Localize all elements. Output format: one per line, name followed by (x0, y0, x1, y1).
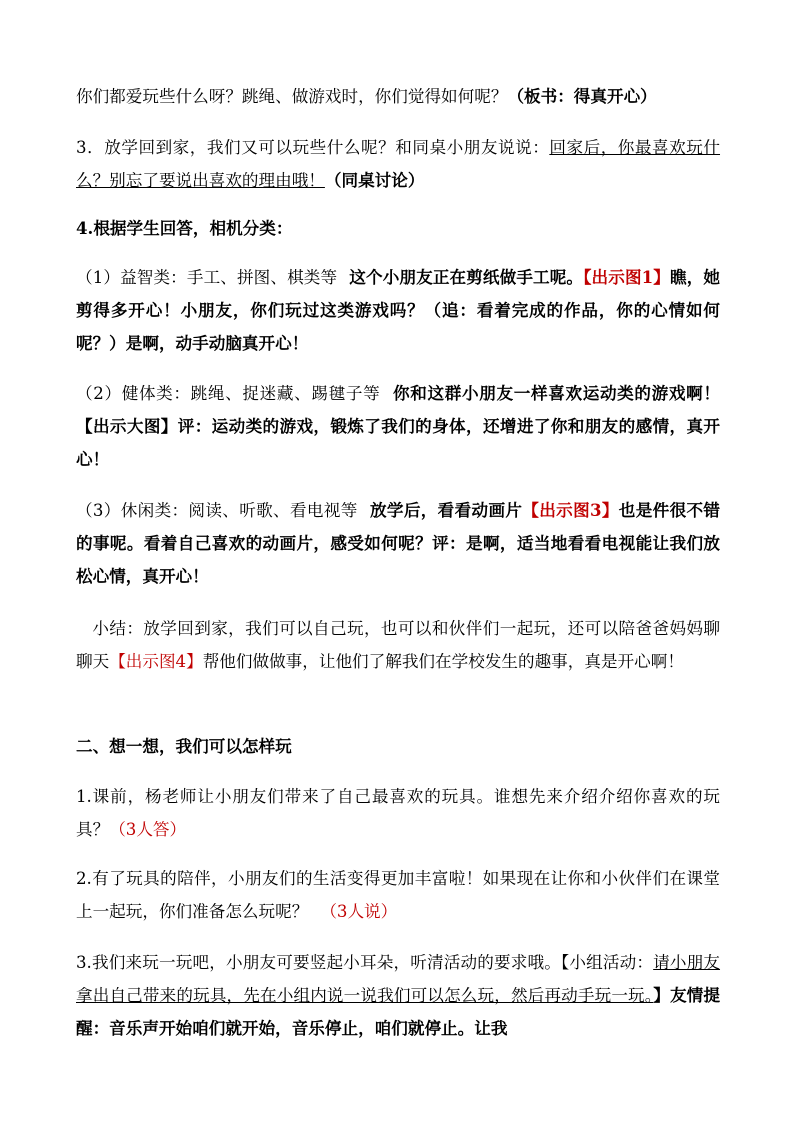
show-image-note: 【出示图4】 (109, 652, 203, 671)
paragraph-6 (76, 494, 720, 593)
text: 帮他们做做事，让他们了解我们在学校发生的趣事，真是开心啊！ (202, 652, 684, 671)
paragraph-4 (76, 261, 720, 360)
answer-note: （3人说） (320, 902, 398, 921)
category-label: （3）休闲类：阅读、听歌、看电视等 (76, 501, 358, 520)
show-image-note: 【出示图3】 (522, 500, 619, 520)
answer-note: （3人答） (109, 820, 187, 839)
text: 二、想一想，我们可以怎样玩 (76, 736, 292, 756)
underlined-activity: 请小朋友拿出自己带来的玩具，先在小组内说一说我们可以怎么玩，然后再动手玩一玩。 (76, 953, 721, 1005)
text: 3．放学回到家，我们又可以玩些什么呢？和同桌小朋友说说： (76, 138, 550, 157)
paragraph-7 (76, 612, 720, 678)
paragraph-2 (76, 131, 720, 197)
text: 小结：放学回到家，我们可以自己玩，也可以和伙伴们一起玩，还可以陪爸爸妈妈聊聊天 (76, 619, 720, 671)
paragraph-10 (76, 862, 720, 928)
paragraph-9 (76, 780, 720, 846)
text: 你和这群小朋友一样喜欢运动类的游戏啊！【出示大图】评：运动类的游戏，锻炼了我们的身体，还增进了你和朋友的感情，真开心！ (76, 383, 720, 469)
text: 这个小朋友正在剪纸做手工呢。 (349, 267, 584, 287)
text: 4.根据学生回答，相机分类： (76, 218, 293, 238)
section-heading (76, 730, 720, 763)
text: 瞧，她剪得多开心！小朋友，你们玩过这类游戏吗？（追：看着完成的作品，你的心情如何呢？）是啊，动手动脑真开心！ (76, 267, 721, 353)
text: 也是件很不错的事呢。看着自己喜欢的动画片，感受如何呢？评：是啊，适当地看看电视能让我们放松心情，真开心！ (76, 500, 721, 586)
category-label: （2）健体类：跳绳、捉迷藏、踢毽子等 (76, 384, 381, 403)
text: 放学后，看看动画片 (369, 500, 523, 520)
reminder-text: 】友情提醒：音乐声开始咱们就开始，音乐停止，咱们就停止。让我 (76, 985, 720, 1038)
paragraph-1 (76, 80, 720, 113)
underlined-question: 回家后，你最喜欢玩什么？别忘了要说出喜欢的理由哦！ (76, 138, 721, 190)
text: 1.课前，杨老师让小朋友们带来了自己最喜欢的玩具。谁想先来介绍介绍你喜欢的玩具？ (76, 787, 720, 839)
board-note: （板书：得真开心） (507, 86, 657, 106)
text: 3.我们来玩一玩吧，小朋友可要竖起小耳朵，听清活动的要求哦。【小组活动： (76, 953, 654, 972)
text: 你们都爱玩些什么呀？跳绳、做游戏时，你们觉得如何呢？ (76, 87, 508, 106)
category-label: （1）益智类：手工、拼图、棋类等 (76, 268, 338, 287)
show-image-note: 【出示图1】 (583, 267, 671, 287)
paragraph-11 (76, 946, 720, 1045)
paragraph-3 (76, 212, 720, 245)
discussion-note: （同桌讨论） (324, 170, 425, 190)
text: 2.有了玩具的陪伴，小朋友们的生活变得更加丰富啦！如果现在让你和小伙伴们在课堂上一起玩，你们准备怎么玩呢？ (76, 869, 720, 921)
paragraph-5 (76, 377, 720, 476)
